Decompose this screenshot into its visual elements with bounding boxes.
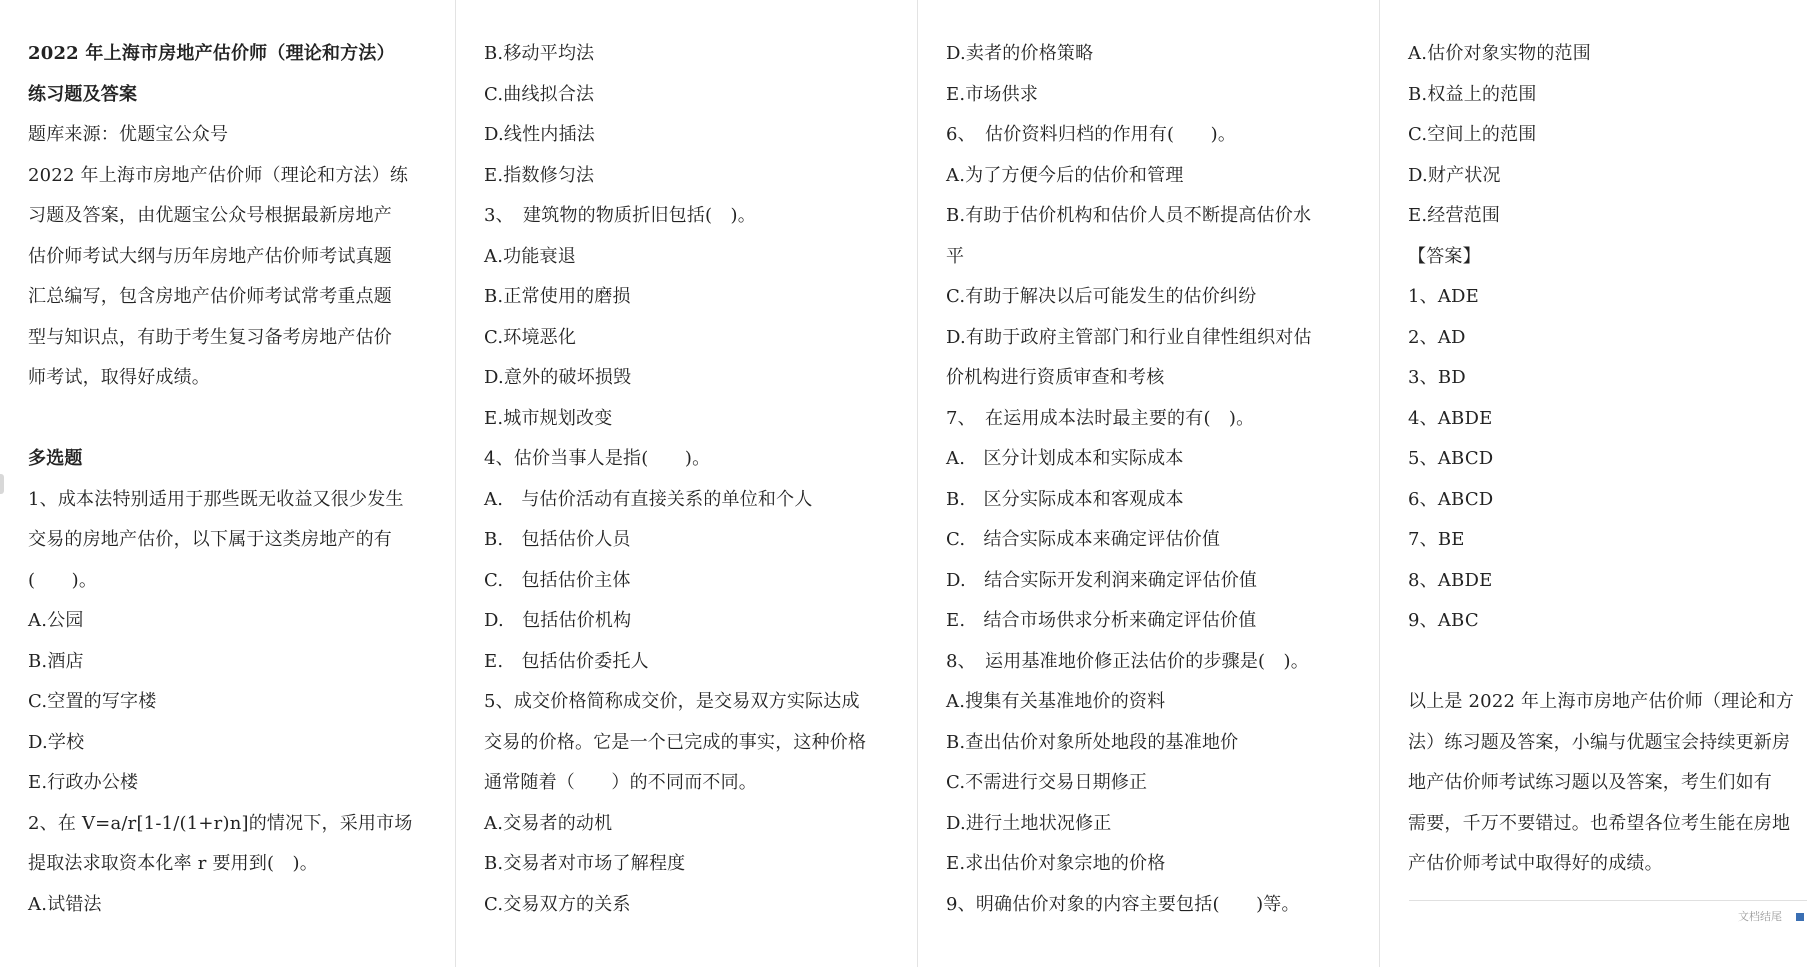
text-line: E.市场供求: [946, 83, 1039, 105]
scroll-edge-marker[interactable]: [0, 474, 4, 494]
text-line: 7、BE: [1408, 529, 1465, 550]
document-end-icon: [1796, 913, 1804, 921]
text-line: E.行政办公楼: [28, 772, 139, 793]
text-line: E.城市规划改变: [484, 407, 613, 429]
text-line: A. 与估价活动有直接关系的单位和个人: [484, 488, 813, 510]
text-line: E. 包括估价委托人: [484, 650, 649, 672]
text-line: D. 结合实际开发利润来确定评估价值: [946, 569, 1258, 591]
text-line: A.估价对象实物的范围: [1408, 43, 1591, 64]
footer-divider: [1409, 900, 1807, 901]
text-line: B. 区分实际成本和客观成本: [946, 488, 1184, 510]
text-line: 需要，千万不要错过。也希望各位考生能在房地: [1408, 812, 1791, 834]
text-line: D.线性内插法: [484, 124, 595, 145]
text-line: 7、 在运用成本法时最主要的有( )。: [946, 407, 1255, 429]
text-line: E.求出估价对象宗地的价格: [946, 853, 1166, 874]
text-line: D.有助于政府主管部门和行业自律性组织对估: [946, 326, 1312, 348]
text-line: 师考试，取得好成绩。: [28, 367, 210, 388]
page-column-2: [455, 0, 917, 967]
text-line: 6、 估价资料归档的作用有( )。: [946, 124, 1237, 145]
text-line: B.正常使用的磨损: [484, 286, 631, 307]
text-line: 型与知识点，有助于考生复习备考房地产估价: [28, 326, 392, 348]
document-end-label: 文档结尾: [1738, 910, 1782, 923]
text-line: A.搜集有关基准地价的资料: [946, 691, 1166, 712]
text-line: A.试错法: [28, 893, 102, 915]
text-line: 5、成交价格简称成交价，是交易双方实际达成: [484, 691, 860, 712]
text-line: D.意外的破坏损毁: [484, 367, 632, 388]
text-line: 2、在 V=a/r[1-1/(1+r)n]的情况下，采用市场: [28, 812, 413, 834]
text-line: 8、 运用基准地价修正法估价的步骤是( )。: [946, 650, 1309, 672]
text-line: [1408, 642, 1793, 683]
text-line: 估价师考试大纲与历年房地产估价师考试真题: [28, 245, 392, 267]
text-line: B.交易者对市场了解程度: [484, 853, 686, 874]
text-line: 平: [946, 245, 965, 267]
text-line: 5、ABCD: [1408, 448, 1494, 469]
text-line: 提取法求取资本化率 r 要用到( )。: [28, 853, 318, 874]
text-line: B.权益上的范围: [1408, 83, 1537, 105]
text-line: B. 包括估价人员: [484, 529, 631, 550]
text-line: 1、ADE: [1408, 286, 1480, 307]
text-line: 产估价师考试中取得好的成绩。: [1408, 853, 1663, 874]
text-line: 4、估价当事人是指( )。: [484, 448, 711, 469]
page-column-4: [1379, 0, 1807, 967]
text-line: 3、BD: [1408, 367, 1466, 388]
text-line: D.财产状况: [1408, 164, 1501, 186]
text-line: C.环境恶化: [484, 326, 577, 348]
text-line: 8、ABDE: [1408, 569, 1493, 591]
text-line: D. 包括估价机构: [484, 610, 632, 631]
text-line: 地产估价师考试练习题以及答案，考生们如有: [1408, 772, 1772, 793]
text-line: B.移动平均法: [484, 43, 595, 64]
text-line: A.公园: [28, 610, 84, 631]
text-line: C. 结合实际成本来确定评估价值: [946, 529, 1221, 550]
text-line: 以上是 2022 年上海市房地产估价师（理论和方: [1408, 691, 1795, 712]
text-line: B.查出估价对象所处地段的基准地价: [946, 731, 1239, 753]
text-line: C.曲线拟合法: [484, 83, 595, 105]
text-line: 4、ABDE: [1408, 407, 1493, 429]
text-line: C. 包括估价主体: [484, 569, 631, 591]
text-line: 6、ABCD: [1408, 488, 1494, 510]
text-line: 汇总编写，包含房地产估价师考试常考重点题: [28, 286, 392, 307]
text-line: 交易的价格。它是一个已完成的事实，这种价格: [484, 731, 867, 753]
text-line: B.有助于估价机构和估价人员不断提高估价水: [946, 205, 1312, 226]
text-line: B.酒店: [28, 650, 84, 672]
text-line: ( )。: [28, 569, 98, 591]
text-line: D.进行土地状况修正: [946, 812, 1112, 834]
text-line: E.经营范围: [1408, 205, 1501, 226]
text-line: D.卖者的价格策略: [946, 43, 1094, 64]
text-line: 通常随着（ ）的不同而不同。: [484, 772, 757, 793]
text-line: 【答案】: [1408, 245, 1481, 267]
text-line: C.空置的写字楼: [28, 691, 157, 712]
page-column-3: [917, 0, 1379, 967]
text-line: C.空间上的范围: [1408, 124, 1537, 145]
text-line: C.有助于解决以后可能发生的估价纠纷: [946, 286, 1257, 307]
text-line: 习题及答案，由优题宝公众号根据最新房地产: [28, 205, 392, 226]
text-line: 题库来源：优题宝公众号: [28, 124, 229, 145]
text-line: [28, 399, 441, 440]
heading-line: 多选题: [28, 448, 83, 469]
text-line: A. 区分计划成本和实际成本: [946, 448, 1184, 469]
page-column-1: [0, 0, 455, 967]
text-line: A.功能衰退: [484, 245, 576, 267]
text-line: E.指数修匀法: [484, 164, 595, 186]
text-line: 交易的房地产估价，以下属于这类房地产的有: [28, 529, 392, 550]
text-line: C.交易双方的关系: [484, 893, 631, 915]
text-line: 9、ABC: [1408, 610, 1479, 631]
text-line: 1、成本法特别适用于那些既无收益又很少发生: [28, 488, 404, 510]
heading-line: 练习题及答案: [28, 83, 138, 105]
text-line: A.为了方便今后的估价和管理: [946, 164, 1184, 186]
text-line: C.不需进行交易日期修正: [946, 772, 1148, 793]
text-line: 2、AD: [1408, 326, 1466, 348]
text-line: 3、 建筑物的物质折旧包括( )。: [484, 205, 756, 226]
text-line: D.学校: [28, 731, 85, 753]
text-line: 2022 年上海市房地产估价师（理论和方法）练: [28, 164, 409, 186]
text-line: 价机构进行资质审查和考核: [946, 367, 1165, 388]
text-line: 9、明确估价对象的内容主要包括( )等。: [946, 893, 1300, 915]
text-line: A.交易者的动机: [484, 812, 613, 834]
text-line: E. 结合市场供求分析来确定评估价值: [946, 610, 1257, 631]
text-line: 法）练习题及答案，小编与优题宝会持续更新房: [1408, 731, 1791, 753]
heading-line: 2022 年上海市房地产估价师（理论和方法）: [28, 43, 395, 64]
